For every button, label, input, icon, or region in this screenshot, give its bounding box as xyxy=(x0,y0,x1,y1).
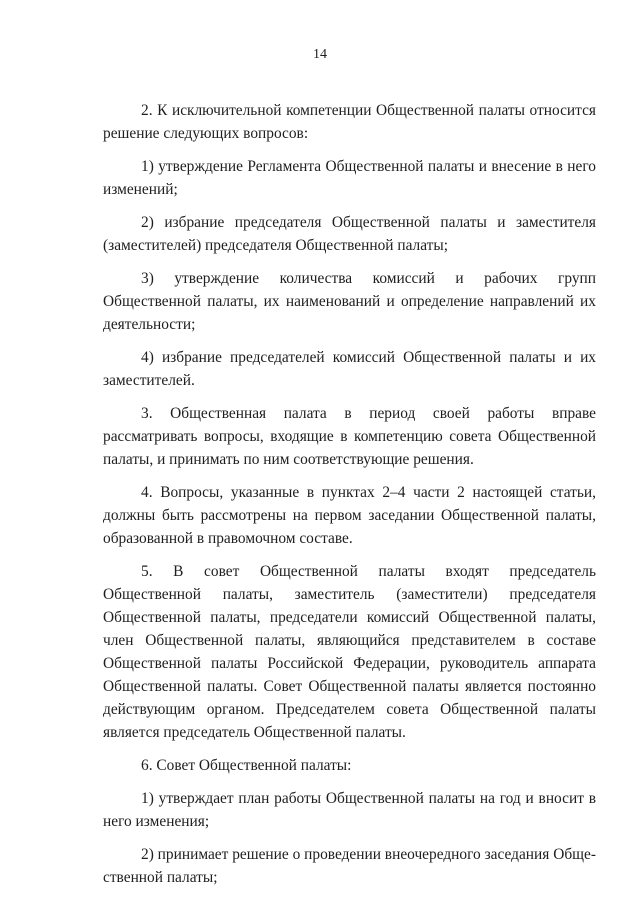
page-number: 14 xyxy=(313,47,327,62)
paragraph-5: 5. В совет Общественной палаты входят председатель Общественной палаты, заместитель (заместители) председателя Общественной палаты, председатели комиссий Общественной палаты, член Общественной палаты, являющийся представителем в составе Общественной палаты Российской Федерации, руководитель аппарата Общественной палаты. Совет Общественной палаты является постоянно действующим органом. Председателем совета Общественной палаты является председатель Общественной палаты. xyxy=(103,563,596,741)
paragraph-6-item-1: 1) утверждает план работы Общественной палаты на год и вносит в него изменения; xyxy=(103,790,596,830)
paragraph-2-intro: 2. К исключительной компетенции Общественной палаты относится решение следующих вопросов: xyxy=(103,102,596,142)
paragraph-3: 3. Общественная палата в период своей работы вправе рассматривать вопросы, входящие в компетенцию совета Общественной палаты, и принимать по ним соответствующие решения. xyxy=(103,405,596,468)
paragraph-2-item-4: 4) избрание председателей комиссий Общественной палаты и их заместителей. xyxy=(103,349,596,389)
paragraph-2-item-1: 1) утверждение Регламента Общественной палаты и внесение в него изменений; xyxy=(103,158,596,198)
paragraph-2-item-3: 3) утверждение количества комиссий и рабочих групп Общественной палаты, их наименований и определение направлений их деятельности; xyxy=(103,270,596,333)
paragraph-4: 4. Вопросы, указанные в пунктах 2–4 части 2 настоящей статьи, должны быть рассмотрены на первом заседании Общественной палаты, образованной в правомочном составе. xyxy=(103,484,596,547)
paragraph-6-item-2: 2) принимает решение о проведении внеочередного заседания Общественной палаты; xyxy=(103,846,596,886)
document-body xyxy=(103,99,596,899)
paragraph-6-intro: 6. Совет Общественной палаты: xyxy=(141,757,352,774)
paragraph-2-item-2: 2) избрание председателя Общественной палаты и заместителя (заместителей) председателя Общественной палаты; xyxy=(103,214,596,254)
